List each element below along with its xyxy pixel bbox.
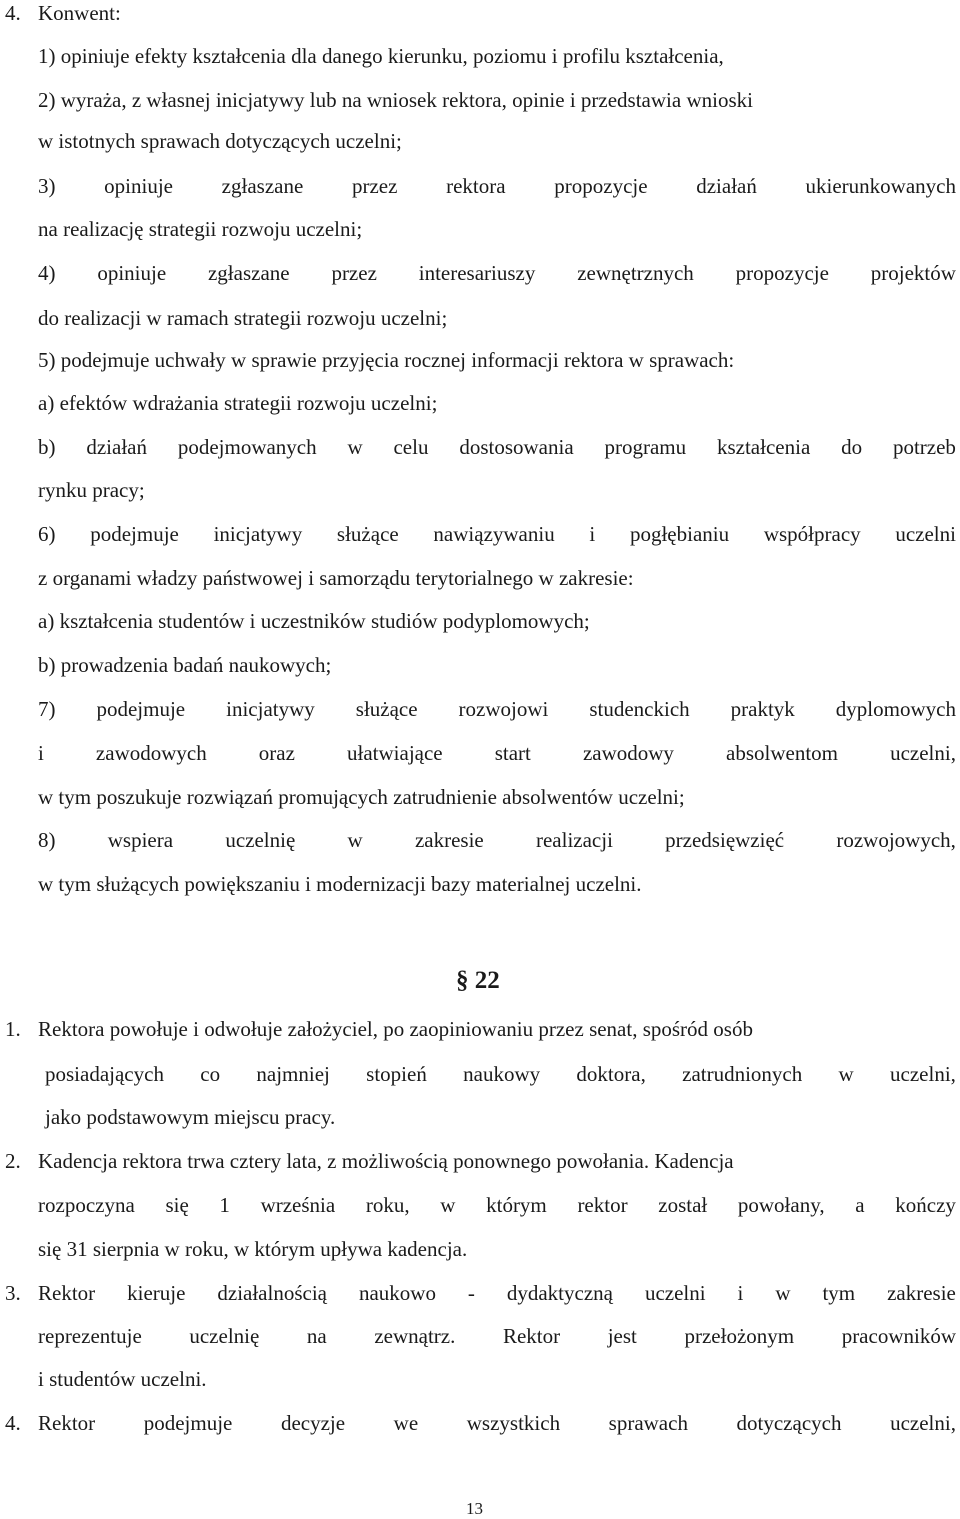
word: kształcenia (716, 435, 811, 459)
word: rektora (446, 174, 506, 198)
word: naukowy (463, 1062, 541, 1086)
word: propozycje (735, 261, 829, 285)
word: decyzje (280, 1411, 346, 1435)
word: najmniej (256, 1062, 330, 1086)
word: we (393, 1411, 419, 1435)
word: b) (38, 435, 56, 459)
word: uczelni (644, 1281, 706, 1305)
word: jest (607, 1324, 637, 1348)
konwent-line (38, 173, 956, 199)
word: września (260, 1193, 336, 1217)
word: w (775, 1281, 791, 1305)
konwent-line (38, 696, 956, 722)
word: roku, (365, 1193, 410, 1217)
paragraph-line: Kadencja rektora trwa cztery lata, z możliwością ponownego powołania. Kadencja (38, 1149, 734, 1173)
paragraph-line: jako podstawowym miejscu pracy. (45, 1105, 336, 1129)
word: zgłaszane (207, 261, 290, 285)
konwent-line: a) efektów wdrażania strategii rozwoju uczelni; (38, 391, 438, 415)
word: uczelnię (225, 828, 296, 852)
word: się (165, 1193, 189, 1217)
word: stopień (366, 1062, 427, 1086)
word: służące (355, 697, 418, 721)
word: w (440, 1193, 456, 1217)
word: Rektor (38, 1281, 96, 1305)
word: potrzeb (892, 435, 956, 459)
word: powołany, (737, 1193, 825, 1217)
word: ułatwiające (347, 741, 443, 765)
word: dotyczących (736, 1411, 842, 1435)
word: dostosowania (459, 435, 574, 459)
word: przez (351, 174, 398, 198)
word: uczelni (895, 522, 956, 546)
word: Rektor (502, 1324, 561, 1348)
konwent-line (38, 434, 956, 460)
konwent-line: Konwent: (38, 1, 121, 25)
word: reprezentuje (38, 1324, 142, 1348)
konwent-line: w tym poszukuje rozwiązań promujących zatrudnienie absolwentów uczelni; (38, 785, 685, 809)
word: Rektor (38, 1411, 96, 1435)
word: uczelni, (890, 1062, 956, 1086)
word: przez (331, 261, 377, 285)
word: opiniuje (97, 261, 167, 285)
word: dyplomowych (835, 697, 956, 721)
word: 4) (38, 261, 56, 285)
konwent-line: w istotnych sprawach dotyczących uczelni; (38, 129, 402, 153)
word: doktora, (576, 1062, 646, 1086)
word: - (467, 1281, 475, 1305)
word: start (494, 741, 531, 765)
paragraph-number: 1. (5, 1017, 21, 1041)
word: zewnątrz. (374, 1324, 456, 1348)
word: podejmuje (90, 522, 179, 546)
word: do (841, 435, 863, 459)
section-heading: § 22 (456, 967, 500, 994)
word: którym (486, 1193, 547, 1217)
word: działań (696, 174, 757, 198)
word: współpracy (763, 522, 861, 546)
word: nawiązywaniu (433, 522, 555, 546)
word: rektor (577, 1193, 628, 1217)
word: służące (336, 522, 399, 546)
word: uczelnię (189, 1324, 260, 1348)
word: propozycje (554, 174, 648, 198)
konwent-line: do realizacji w ramach strategii rozwoju uczelni; (38, 306, 448, 330)
word: ukierunkowanych (805, 174, 956, 198)
paragraph-line: i studentów uczelni. (38, 1367, 207, 1391)
word: podejmuje (143, 1411, 233, 1435)
word: działań (86, 435, 147, 459)
word: i (737, 1281, 744, 1305)
word: 3) (38, 174, 56, 198)
konwent-line: w tym służących powiększaniu i modernizacji bazy materialnej uczelni. (38, 872, 642, 896)
paragraph-line: Rektora powołuje i odwołuje założyciel, po zaopiniowaniu przez senat, spośród osób (38, 1017, 753, 1041)
word: 7) (38, 697, 56, 721)
word: w (347, 435, 363, 459)
word: studenckich (589, 697, 690, 721)
paragraph-line (38, 1410, 956, 1436)
word: naukowo (358, 1281, 436, 1305)
konwent-line: b) prowadzenia badań naukowych; (38, 653, 332, 677)
word: na (306, 1324, 327, 1348)
word: pracowników (841, 1324, 956, 1348)
word: zakresie (414, 828, 484, 852)
paragraph-line: się 31 sierpnia w roku, w którym upływa kadencja. (38, 1237, 468, 1261)
konwent-line: z organami władzy państwowej i samorządu terytorialnego w zakresie: (38, 566, 634, 590)
konwent-line: rynku pracy; (38, 478, 145, 502)
word: zgłaszane (221, 174, 304, 198)
word: został (658, 1193, 708, 1217)
word: oraz (258, 741, 295, 765)
word: rozpoczyna (38, 1193, 135, 1217)
word: zakresie (887, 1281, 956, 1305)
word: tym (822, 1281, 856, 1305)
paragraph-number: 2. (5, 1149, 21, 1173)
word: rozwojowych, (836, 828, 956, 852)
paragraph-line (38, 1192, 956, 1218)
konwent-line: 2) wyraża, z własnej inicjatywy lub na wniosek rektora, opinie i przedstawia wnioski (38, 88, 753, 112)
word: inicjatywy (226, 697, 315, 721)
word: programu (604, 435, 687, 459)
word: kończy (895, 1193, 956, 1217)
word: sprawach (608, 1411, 688, 1435)
paragraph-number: 4. (5, 1411, 21, 1435)
konwent-line: a) kształcenia studentów i uczestników studiów podyplomowych; (38, 609, 590, 633)
word: projektów (870, 261, 956, 285)
word: pogłębianiu (629, 522, 730, 546)
word: 1 (219, 1193, 230, 1217)
word: przełożonym (684, 1324, 795, 1348)
word: uczelni, (890, 1411, 956, 1435)
word: 8) (38, 828, 56, 852)
page-number: 13 (466, 1499, 483, 1518)
konwent-line (38, 827, 956, 853)
word: w (838, 1062, 854, 1086)
konwent-line (38, 740, 956, 766)
konwent-line: 1) opiniuje efekty kształcenia dla danego kierunku, poziomu i profilu kształcenia, (38, 44, 724, 68)
word: opiniuje (104, 174, 173, 198)
word: wspiera (107, 828, 174, 852)
word: i (38, 741, 44, 765)
word: kieruje (127, 1281, 186, 1305)
word: realizacji (535, 828, 613, 852)
konwent-line (38, 260, 956, 286)
word: zewnętrznych (577, 261, 694, 285)
word: podejmuje (96, 697, 186, 721)
paragraph-line (45, 1061, 956, 1087)
konwent-line (38, 521, 956, 547)
konwent-line: na realizację strategii rozwoju uczelni; (38, 217, 363, 241)
word: posiadających (45, 1062, 164, 1086)
word: przedsięwzięć (665, 828, 785, 852)
word: dydaktyczną (506, 1281, 613, 1305)
word: praktyk (730, 697, 795, 721)
word: podejmowanych (177, 435, 317, 459)
word: co (200, 1062, 221, 1086)
word: w (347, 828, 363, 852)
word: celu (393, 435, 429, 459)
word: a (855, 1193, 865, 1217)
paragraph-line (38, 1323, 956, 1349)
word: zawodowych (95, 741, 207, 765)
word: 6) (38, 522, 56, 546)
word: działalnością (217, 1281, 327, 1305)
word: rozwojowi (458, 697, 549, 721)
konwent-line: 5) podejmuje uchwały w sprawie przyjęcia rocznej informacji rektora w sprawach: (38, 348, 735, 372)
paragraph-line (38, 1280, 956, 1306)
item-number: 4. (5, 1, 21, 25)
paragraph-number: 3. (5, 1281, 21, 1305)
word: uczelni, (890, 741, 956, 765)
word: absolwentom (726, 741, 838, 765)
word: inicjatywy (213, 522, 303, 546)
word: i (589, 522, 596, 546)
word: zawodowy (582, 741, 674, 765)
word: wszystkich (466, 1411, 561, 1435)
word: interesariuszy (418, 261, 536, 285)
word: zatrudnionych (682, 1062, 803, 1086)
